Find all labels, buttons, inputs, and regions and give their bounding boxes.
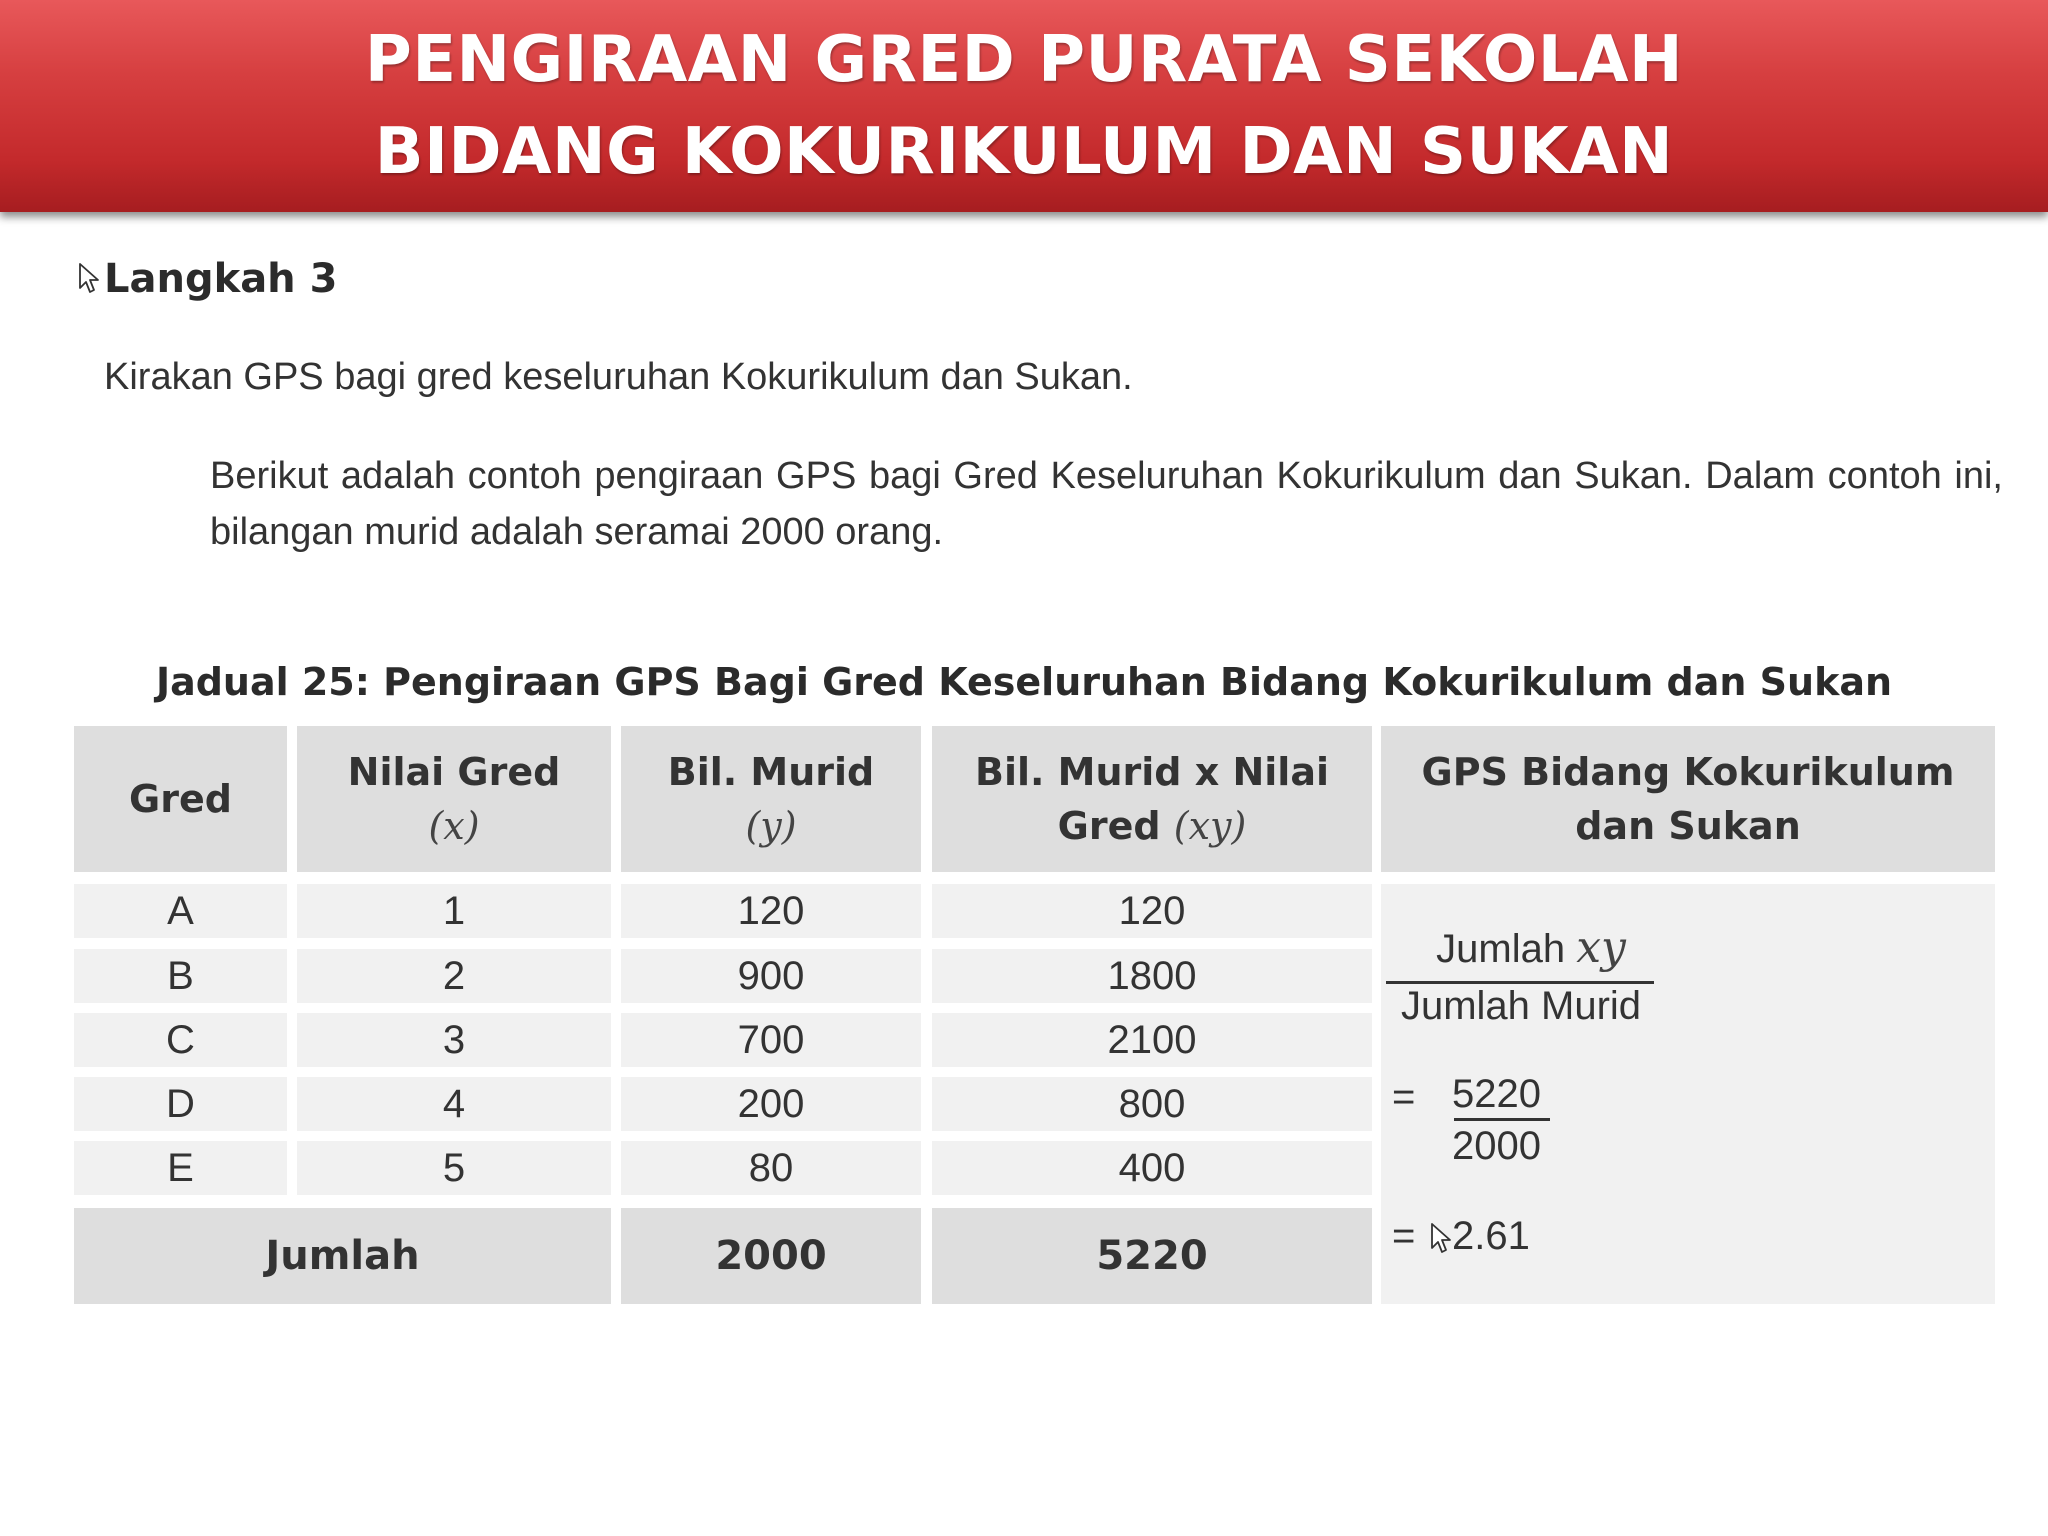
example-paragraph: Berikut adalah contoh pengiraan GPS bagi Gred Keseluruhan Kokurikulum dan Sukan. Dalam contoh ini, bilangan murid adalah seramai 2000 orang. bbox=[210, 455, 2003, 553]
intro-text: Kirakan GPS bagi gred keseluruhan Kokurikulum dan Sukan. bbox=[104, 356, 1133, 398]
table-cell-x: 5 bbox=[297, 1141, 611, 1195]
gps-formula-denominator: Jumlah Murid bbox=[1400, 984, 1642, 1028]
header-murid-variable: (y) bbox=[745, 804, 797, 848]
table-cell-gred: C bbox=[74, 1013, 287, 1067]
table-cell-y: 700 bbox=[621, 1013, 921, 1067]
header-nilai-variable: (x) bbox=[428, 804, 480, 848]
title-line-2: BIDANG KOKURIKULUM DAN SUKAN bbox=[374, 115, 1674, 189]
header-gps bbox=[1381, 726, 1995, 872]
mouse-pointer-icon bbox=[1430, 1222, 1456, 1256]
header-murid-x-nilai bbox=[932, 726, 1372, 872]
table-caption: Jadual 25: Pengiraan GPS Bagi Gred Keseluruhan Bidang Kokurikulum dan Sukan bbox=[155, 660, 1893, 704]
table-cell-gred: B bbox=[74, 949, 287, 1003]
header-nilai-label: Nilai Gred bbox=[347, 750, 561, 794]
header-murid-label: Bil. Murid bbox=[667, 750, 875, 794]
total-label: Jumlah bbox=[74, 1208, 611, 1304]
gps-fraction-numerator: 5220 bbox=[1452, 1072, 1541, 1116]
gps-fraction-bar bbox=[1454, 1118, 1550, 1121]
table-cell-y: 80 bbox=[621, 1141, 921, 1195]
gps-numerator-variable: xy bbox=[1576, 922, 1626, 973]
table-cell-y: 200 bbox=[621, 1077, 921, 1131]
header-bil-murid bbox=[621, 726, 921, 872]
table-cell-y: 120 bbox=[621, 884, 921, 938]
table-cell-x: 4 bbox=[297, 1077, 611, 1131]
table-cell-gred: D bbox=[74, 1077, 287, 1131]
total-xy: 5220 bbox=[932, 1208, 1372, 1304]
table-cell-gred: A bbox=[74, 884, 287, 938]
gps-fraction-denominator: 2000 bbox=[1452, 1124, 1541, 1168]
table-cell-xy: 120 bbox=[932, 884, 1372, 938]
table-cell-xy: 800 bbox=[932, 1077, 1372, 1131]
mouse-pointer-icon bbox=[78, 262, 104, 296]
gps-result: 2.61 bbox=[1452, 1214, 1530, 1258]
gps-equals-1: = bbox=[1392, 1075, 1416, 1119]
title-line-1: PENGIRAAN GRED PURATA SEKOLAH bbox=[364, 23, 1684, 97]
header-gps-label-2: dan Sukan bbox=[1575, 804, 1801, 848]
header-xy-label-2: Gred bbox=[1057, 804, 1161, 848]
table-cell-gred: E bbox=[74, 1141, 287, 1195]
header-gps-label-1: GPS Bidang Kokurikulum bbox=[1421, 750, 1955, 794]
header-gred-label: Gred bbox=[129, 777, 232, 821]
step-heading: Langkah 3 bbox=[104, 256, 338, 302]
table-cell-x: 3 bbox=[297, 1013, 611, 1067]
header-nilai-gred bbox=[297, 726, 611, 872]
header-gred bbox=[74, 726, 287, 872]
header-xy-variable: (xy) bbox=[1173, 804, 1247, 848]
gps-equals-2: = bbox=[1392, 1214, 1416, 1258]
table-cell-xy: 2100 bbox=[932, 1013, 1372, 1067]
table-cell-xy: 1800 bbox=[932, 949, 1372, 1003]
header-xy-label-1: Bil. Murid x Nilai bbox=[974, 750, 1329, 794]
gps-numerator-label: Jumlah bbox=[1436, 927, 1566, 971]
table-cell-x: 1 bbox=[297, 884, 611, 938]
table-cell-x: 2 bbox=[297, 949, 611, 1003]
table-cell-y: 900 bbox=[621, 949, 921, 1003]
gps-formula-numerator bbox=[1416, 922, 1646, 973]
total-murid: 2000 bbox=[621, 1208, 921, 1304]
table-cell-xy: 400 bbox=[932, 1141, 1372, 1195]
title-banner bbox=[0, 0, 2048, 212]
